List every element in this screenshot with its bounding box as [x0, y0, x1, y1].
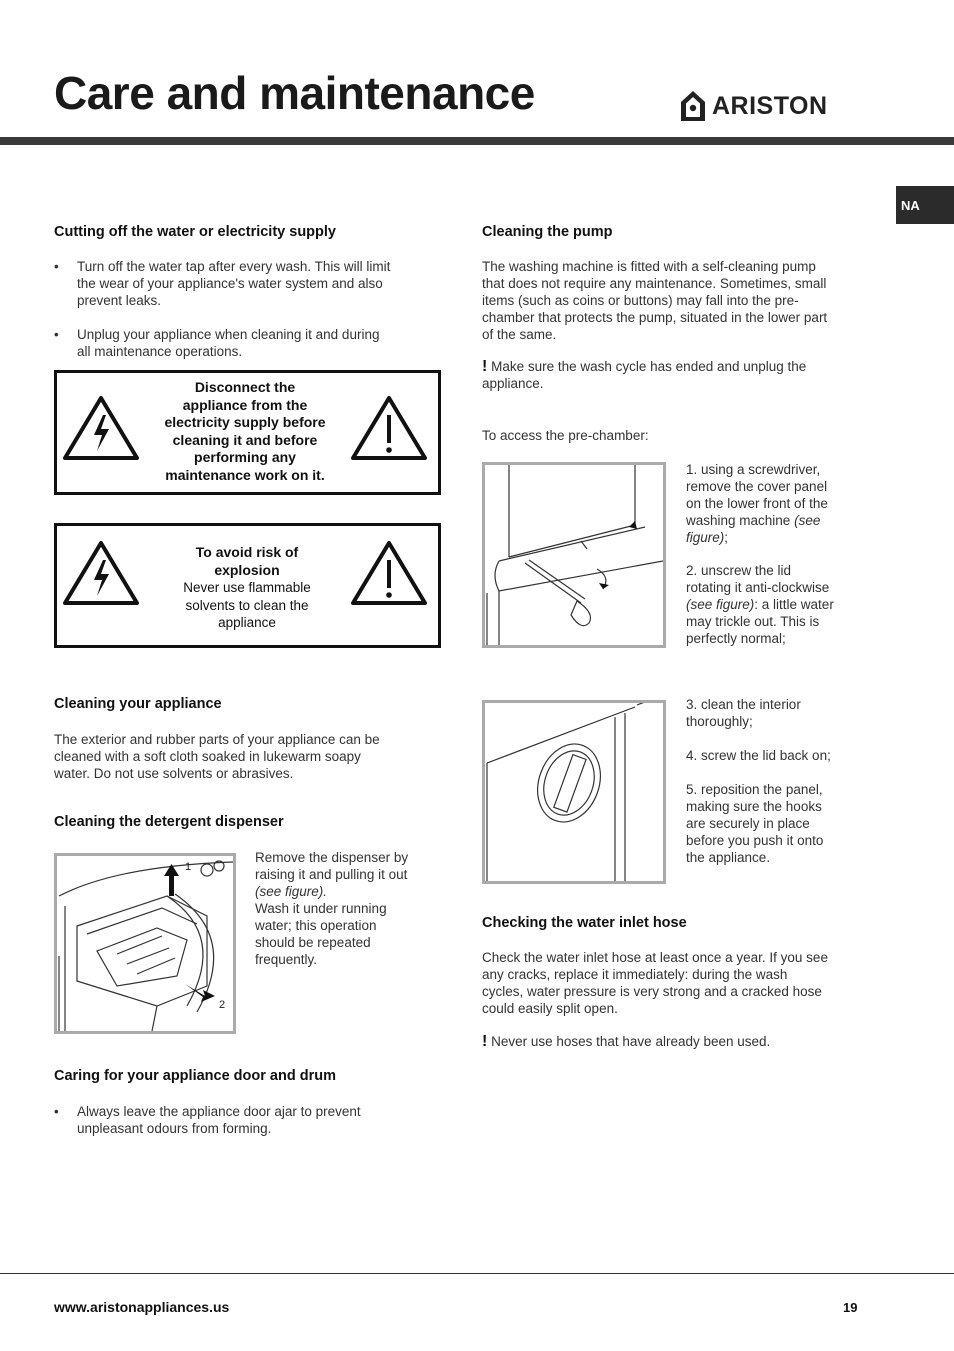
caution-icon [350, 395, 428, 461]
explosion-warning-text: To avoid risk of explosion Never use flammable solvents to clean the appliance [183, 544, 311, 630]
access-text: To access the pre-chamber: [482, 428, 649, 443]
list-item: • Turn off the water tap after every wash. This will limit the wear of your appliance's water system and also prevent leaks. [54, 259, 391, 308]
figure-label-1: 1 [185, 861, 192, 873]
house-logo-icon [680, 90, 706, 122]
page-title: Care and maintenance [54, 67, 535, 119]
steps-3-5: 3. clean the interior thoroughly; 4. screw the lid back on; 5. reposition the panel, making sure the hooks are securely in place before you push it onto the appliance. [686, 697, 831, 865]
pump-text: The washing machine is fitted with a self-cleaning pump that does not require any maintenance. Sometimes, small items (such as coins or buttons) may fall into the pre- chamber that protects the pump, situated in the lower part of the same. [482, 259, 828, 342]
page-number: 19 [843, 1300, 858, 1315]
hose-text: Check the water inlet hose at least once a year. If you see any cracks, replace it immediately: during the wash cycles, water pressure is very strong and a cracked hose could easily split open. [482, 950, 828, 1016]
figure-label-2: 2 [219, 999, 226, 1011]
brand-name: ARISTON [712, 91, 828, 120]
caution-icon [350, 540, 428, 606]
dispenser-figure [54, 853, 236, 1034]
cover-panel-figure [482, 462, 666, 648]
dispenser-text: Remove the dispenser by raising it and pulling it out (see figure). Wash it under running water; this operation should be repeated frequently. [255, 850, 409, 967]
footer-url: www.aristonappliances.us [54, 1299, 230, 1315]
pump-warning: ! Make sure the wash cycle has ended and unplug the appliance. [482, 358, 807, 391]
cleaning-text: The exterior and rubber parts of your appliance can be cleaned with a soft cloth soaked in lukewarm soapy water. Do not use solvents or abrasives. [54, 732, 380, 781]
step-2: 2. unscrew the lid rotating it anti-clockwise (see figure): a little water may trickle out. This is perfectly normal; [686, 563, 834, 646]
hose-heading: Checking the water inlet hose [482, 915, 687, 931]
explosion-warning-box [54, 523, 441, 648]
step-1: 1. using a screwdriver, remove the cover panel on the lower front of the washing machine (see figure); [686, 462, 828, 545]
warning-mark: ! [482, 1033, 488, 1050]
electric-warning-box [54, 370, 441, 495]
brand-logo [680, 90, 828, 122]
cleaning-heading: Cleaning your appliance [54, 696, 222, 712]
footer-rule [0, 1273, 954, 1274]
supply-heading: Cutting off the water or electricity supply [54, 224, 336, 240]
warning-mark: ! [482, 358, 488, 375]
hose-warning: ! Never use hoses that have already been used. [482, 1033, 771, 1050]
door-heading: Caring for your appliance door and drum [54, 1068, 336, 1084]
electric-warning-text: Disconnect the appliance from the electricity supply before cleaning it and before performing any maintenance work on it. [164, 379, 326, 483]
dispenser-heading: Cleaning the detergent dispenser [54, 814, 284, 830]
list-item: • Unplug your appliance when cleaning it and during all maintenance operations. [54, 327, 380, 359]
pump-heading: Cleaning the pump [482, 224, 613, 240]
pump-lid-illustration [485, 703, 663, 881]
dispenser-illustration [57, 856, 233, 1031]
pump-lid-figure [482, 700, 666, 884]
header-rule [0, 137, 954, 145]
language-tab: NA [896, 186, 954, 224]
cover-panel-illustration [485, 465, 663, 645]
list-item: • Always leave the appliance door ajar to prevent unpleasant odours from forming. [54, 1104, 361, 1136]
electric-hazard-icon [62, 540, 140, 606]
electric-hazard-icon [62, 395, 140, 461]
